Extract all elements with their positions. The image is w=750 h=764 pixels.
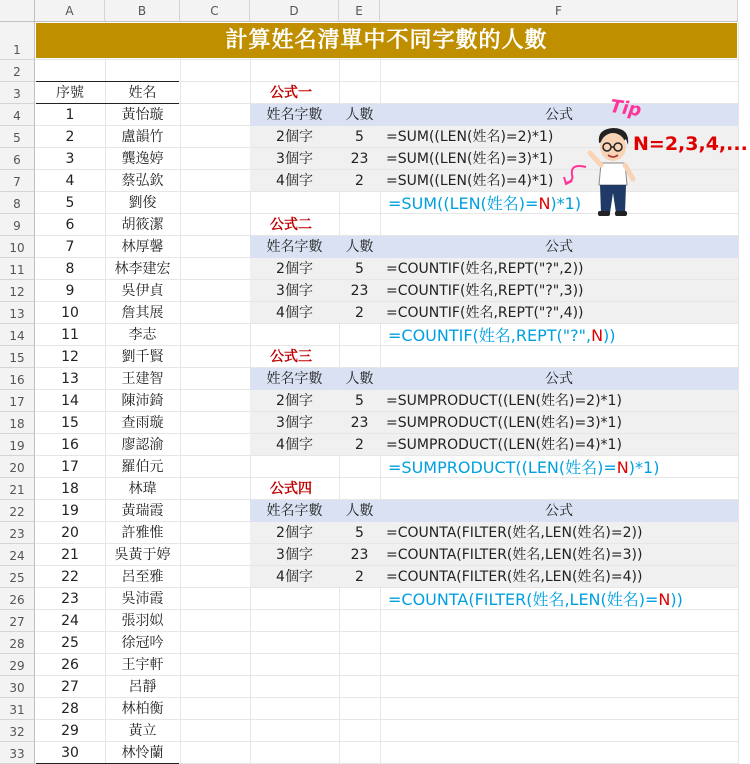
list-name-cell[interactable]: 龔逸婷 (121, 151, 164, 167)
list-name-cell[interactable]: 林李建宏 (114, 261, 171, 277)
general-formula-suffix: )*1) (550, 194, 582, 213)
kind-cell[interactable]: 2個字 (276, 129, 313, 145)
row-header-19[interactable]: 19 (0, 434, 35, 456)
count-cell[interactable]: 23 (350, 283, 369, 299)
list-no-cell[interactable]: 3 (65, 151, 75, 167)
list-no-cell[interactable]: 5 (65, 195, 75, 211)
general-formula-prefix: =COUNTA(FILTER(姓名,LEN(姓名)= (388, 590, 659, 609)
list-no-cell[interactable]: 6 (65, 217, 75, 233)
list-no-cell[interactable]: 22 (61, 569, 79, 585)
formula-cell[interactable]: =SUMPRODUCT((LEN(姓名)=3)*1) (386, 415, 622, 431)
general-formula-prefix: =COUNTIF(姓名,REPT("?", (388, 326, 592, 345)
list-name-cell[interactable]: 林柏衡 (121, 701, 164, 717)
row-header-3[interactable]: 3 (0, 82, 35, 104)
count-cell[interactable]: 23 (350, 547, 369, 563)
column-header-B[interactable]: B (105, 0, 180, 22)
count-cell[interactable]: 5 (355, 525, 364, 541)
general-formula-suffix: )) (603, 326, 616, 345)
row-header-25[interactable]: 25 (0, 566, 35, 588)
count-cell[interactable]: 2 (355, 437, 364, 453)
column-header-C[interactable]: C (180, 0, 250, 22)
list-no-cell[interactable]: 28 (61, 701, 79, 717)
row-header-28[interactable]: 28 (0, 632, 35, 654)
list-no-cell[interactable]: 20 (61, 525, 79, 541)
kind-cell[interactable]: 4個字 (276, 437, 313, 453)
column-header-D[interactable]: D (250, 0, 339, 22)
sheet-title[interactable]: 計算姓名清單中不同字數的人數 (36, 23, 737, 58)
list-no-cell[interactable]: 29 (61, 723, 79, 739)
column-header-E[interactable]: E (339, 0, 380, 22)
header-count[interactable]: 人數 (345, 371, 374, 387)
row-header-33[interactable]: 33 (0, 742, 35, 764)
general-formula (388, 325, 616, 347)
list-name-cell[interactable]: 查雨璇 (121, 415, 164, 431)
row-header-15[interactable]: 15 (0, 346, 35, 368)
list-no-cell[interactable]: 21 (61, 547, 79, 563)
list-name-cell[interactable]: 蔡弘欽 (121, 173, 164, 189)
kind-cell[interactable]: 3個字 (276, 283, 313, 299)
list-name-cell[interactable]: 吳沛霞 (121, 591, 164, 607)
select-all-corner[interactable] (0, 0, 35, 22)
column-header-F[interactable]: F (380, 0, 738, 22)
kind-cell[interactable]: 3個字 (276, 547, 313, 563)
row-header-21[interactable]: 21 (0, 478, 35, 500)
list-name-cell[interactable]: 張羽姒 (121, 613, 164, 629)
tip-badge: Tip (608, 95, 643, 122)
pointer-arrow-icon (560, 163, 590, 189)
row-header-16[interactable]: 16 (0, 368, 35, 390)
kind-cell[interactable]: 4個字 (276, 305, 313, 321)
formula-cell[interactable]: =COUNTA(FILTER(姓名,LEN(姓名)=2)) (386, 525, 643, 541)
list-no-cell[interactable]: 8 (65, 261, 75, 277)
list-no-cell[interactable]: 19 (61, 503, 79, 519)
list-header-no[interactable]: 序號 (56, 85, 84, 101)
header-kind[interactable]: 姓名字數 (266, 239, 323, 255)
general-formula-variable: N (591, 326, 604, 345)
general-formula-variable: N (658, 590, 671, 609)
list-no-cell[interactable]: 30 (61, 745, 79, 761)
kind-cell[interactable]: 2個字 (276, 525, 313, 541)
kind-cell[interactable]: 2個字 (276, 261, 313, 277)
kind-cell[interactable]: 2個字 (276, 393, 313, 409)
column-header-A[interactable]: A (35, 0, 105, 22)
formula-cell[interactable]: =COUNTIF(姓名,REPT("?",4)) (386, 305, 584, 321)
list-no-cell[interactable]: 10 (61, 305, 79, 321)
list-name-cell[interactable]: 林厚馨 (121, 239, 164, 255)
row-header-26[interactable]: 26 (0, 588, 35, 610)
row-header-20[interactable]: 20 (0, 456, 35, 478)
row-header-32[interactable]: 32 (0, 720, 35, 742)
formula-cell[interactable]: =SUM((LEN(姓名)=2)*1) (386, 129, 554, 145)
list-name-cell[interactable]: 劉千賢 (121, 349, 164, 365)
count-cell[interactable]: 23 (350, 151, 369, 167)
tip-note: N=2,3,4,... (633, 133, 748, 155)
list-no-cell[interactable]: 18 (61, 481, 79, 497)
row-header-18[interactable]: 18 (0, 412, 35, 434)
list-name-cell[interactable]: 林怜蘭 (121, 745, 164, 761)
list-no-cell[interactable]: 2 (65, 129, 75, 145)
section-label: 公式四 (270, 481, 312, 497)
list-name-cell[interactable]: 王宇軒 (121, 657, 164, 673)
formula-cell[interactable]: =COUNTA(FILTER(姓名,LEN(姓名)=4)) (386, 569, 643, 585)
formula-cell[interactable]: =SUM((LEN(姓名)=3)*1) (386, 151, 554, 167)
formula-cell[interactable]: =SUM((LEN(姓名)=4)*1) (386, 173, 554, 189)
row-header-14[interactable]: 14 (0, 324, 35, 346)
row-header-7[interactable]: 7 (0, 170, 35, 192)
general-formula-suffix: )) (670, 590, 683, 609)
row-header-4[interactable]: 4 (0, 104, 35, 126)
list-no-cell[interactable]: 12 (61, 349, 79, 365)
header-formula[interactable]: 公式 (545, 503, 573, 519)
row-header-22[interactable]: 22 (0, 500, 35, 522)
row-header-30[interactable]: 30 (0, 676, 35, 698)
formula-cell[interactable]: =SUMPRODUCT((LEN(姓名)=4)*1) (386, 437, 622, 453)
count-cell[interactable]: 5 (355, 129, 364, 145)
list-no-cell[interactable]: 15 (61, 415, 79, 431)
row-header-5[interactable]: 5 (0, 126, 35, 148)
row-header-24[interactable]: 24 (0, 544, 35, 566)
header-kind[interactable]: 姓名字數 (266, 371, 323, 387)
list-no-cell[interactable]: 17 (61, 459, 79, 475)
list-no-cell[interactable]: 24 (61, 613, 79, 629)
row-header-9[interactable]: 9 (0, 214, 35, 236)
count-cell[interactable]: 2 (355, 569, 364, 585)
section-label: 公式二 (270, 217, 312, 233)
row-header-12[interactable]: 12 (0, 280, 35, 302)
count-cell[interactable]: 5 (355, 393, 364, 409)
general-formula-variable: N (616, 458, 629, 477)
list-name-cell[interactable]: 李志 (128, 327, 157, 343)
general-formula (388, 589, 683, 611)
row-header-11[interactable]: 11 (0, 258, 35, 280)
row-header-6[interactable]: 6 (0, 148, 35, 170)
list-header-name[interactable]: 姓名 (128, 85, 157, 101)
list-no-cell[interactable]: 7 (65, 239, 75, 255)
list-name-cell[interactable]: 羅伯元 (121, 459, 164, 475)
header-kind[interactable]: 姓名字數 (266, 107, 323, 123)
row-header-2[interactable]: 2 (0, 60, 35, 82)
list-no-cell[interactable]: 23 (61, 591, 79, 607)
list-name-cell[interactable]: 詹其展 (121, 305, 164, 321)
list-name-cell[interactable]: 劉俊 (128, 195, 157, 211)
list-name-cell[interactable]: 胡筱潔 (121, 217, 164, 233)
list-name-cell[interactable]: 黃怡璇 (121, 107, 164, 123)
header-count[interactable]: 人數 (345, 503, 374, 519)
header-count[interactable]: 人數 (345, 239, 374, 255)
list-no-cell[interactable]: 1 (65, 107, 75, 123)
header-count[interactable]: 人數 (345, 107, 374, 123)
list-no-cell[interactable]: 9 (65, 283, 75, 299)
row-header-10[interactable]: 10 (0, 236, 35, 258)
formula-cell[interactable]: =COUNTA(FILTER(姓名,LEN(姓名)=3)) (386, 547, 643, 563)
row-header-8[interactable]: 8 (0, 192, 35, 214)
row-header-31[interactable]: 31 (0, 698, 35, 720)
list-no-cell[interactable]: 25 (61, 635, 79, 651)
section-label: 公式一 (270, 85, 312, 101)
cartoon-person-icon (583, 123, 643, 218)
kind-cell[interactable]: 3個字 (276, 151, 313, 167)
header-formula[interactable]: 公式 (545, 371, 573, 387)
list-name-cell[interactable]: 陳沛錡 (121, 393, 164, 409)
list-top-border (36, 81, 179, 82)
formula-cell[interactable]: =COUNTIF(姓名,REPT("?",3)) (386, 283, 584, 299)
count-cell[interactable]: 2 (355, 305, 364, 321)
count-cell[interactable]: 5 (355, 261, 364, 277)
list-name-cell[interactable]: 許雅惟 (121, 525, 164, 541)
list-name-cell[interactable]: 吳伊貞 (121, 283, 164, 299)
header-kind[interactable]: 姓名字數 (266, 503, 323, 519)
list-name-cell[interactable]: 黃立 (128, 723, 157, 739)
general-formula (388, 193, 581, 215)
list-no-cell[interactable]: 13 (61, 371, 79, 387)
list-name-cell[interactable]: 呂至雅 (121, 569, 164, 585)
row-header-29[interactable]: 29 (0, 654, 35, 676)
header-formula[interactable]: 公式 (545, 239, 573, 255)
list-name-cell[interactable]: 林瑋 (128, 481, 157, 497)
formula-cell[interactable]: =SUMPRODUCT((LEN(姓名)=2)*1) (386, 393, 622, 409)
row-header-27[interactable]: 27 (0, 610, 35, 632)
kind-cell[interactable]: 4個字 (276, 173, 313, 189)
general-formula (388, 457, 659, 479)
kind-cell[interactable]: 4個字 (276, 569, 313, 585)
list-no-cell[interactable]: 4 (65, 173, 75, 189)
header-formula[interactable]: 公式 (545, 107, 573, 123)
general-formula-suffix: )*1) (628, 458, 660, 477)
list-no-cell[interactable]: 11 (61, 327, 79, 343)
general-formula-prefix: =SUM((LEN(姓名)= (388, 194, 539, 213)
list-name-cell[interactable]: 盧韻竹 (121, 129, 164, 145)
list-name-cell[interactable]: 廖認渝 (121, 437, 164, 453)
row-header-23[interactable]: 23 (0, 522, 35, 544)
gridline (35, 59, 738, 60)
list-name-cell[interactable]: 王建智 (121, 371, 164, 387)
count-cell[interactable]: 23 (350, 415, 369, 431)
list-no-cell[interactable]: 27 (61, 679, 79, 695)
section-label: 公式三 (270, 349, 312, 365)
list-name-cell[interactable]: 徐冠吟 (121, 635, 164, 651)
list-name-cell[interactable]: 吳黃于婷 (114, 547, 171, 563)
row-header-1[interactable]: 1 (0, 22, 35, 60)
list-no-cell[interactable]: 14 (61, 393, 79, 409)
count-cell[interactable]: 2 (355, 173, 364, 189)
list-name-cell[interactable]: 黃瑞霞 (121, 503, 164, 519)
list-no-cell[interactable]: 26 (61, 657, 79, 673)
list-name-cell[interactable]: 呂靜 (128, 679, 157, 695)
general-formula-variable: N (538, 194, 551, 213)
kind-cell[interactable]: 3個字 (276, 415, 313, 431)
list-no-cell[interactable]: 16 (61, 437, 79, 453)
row-header-13[interactable]: 13 (0, 302, 35, 324)
row-header-17[interactable]: 17 (0, 390, 35, 412)
formula-cell[interactable]: =COUNTIF(姓名,REPT("?",2)) (386, 261, 584, 277)
tip-callout (575, 95, 748, 225)
general-formula-prefix: =SUMPRODUCT((LEN(姓名)= (388, 458, 617, 477)
